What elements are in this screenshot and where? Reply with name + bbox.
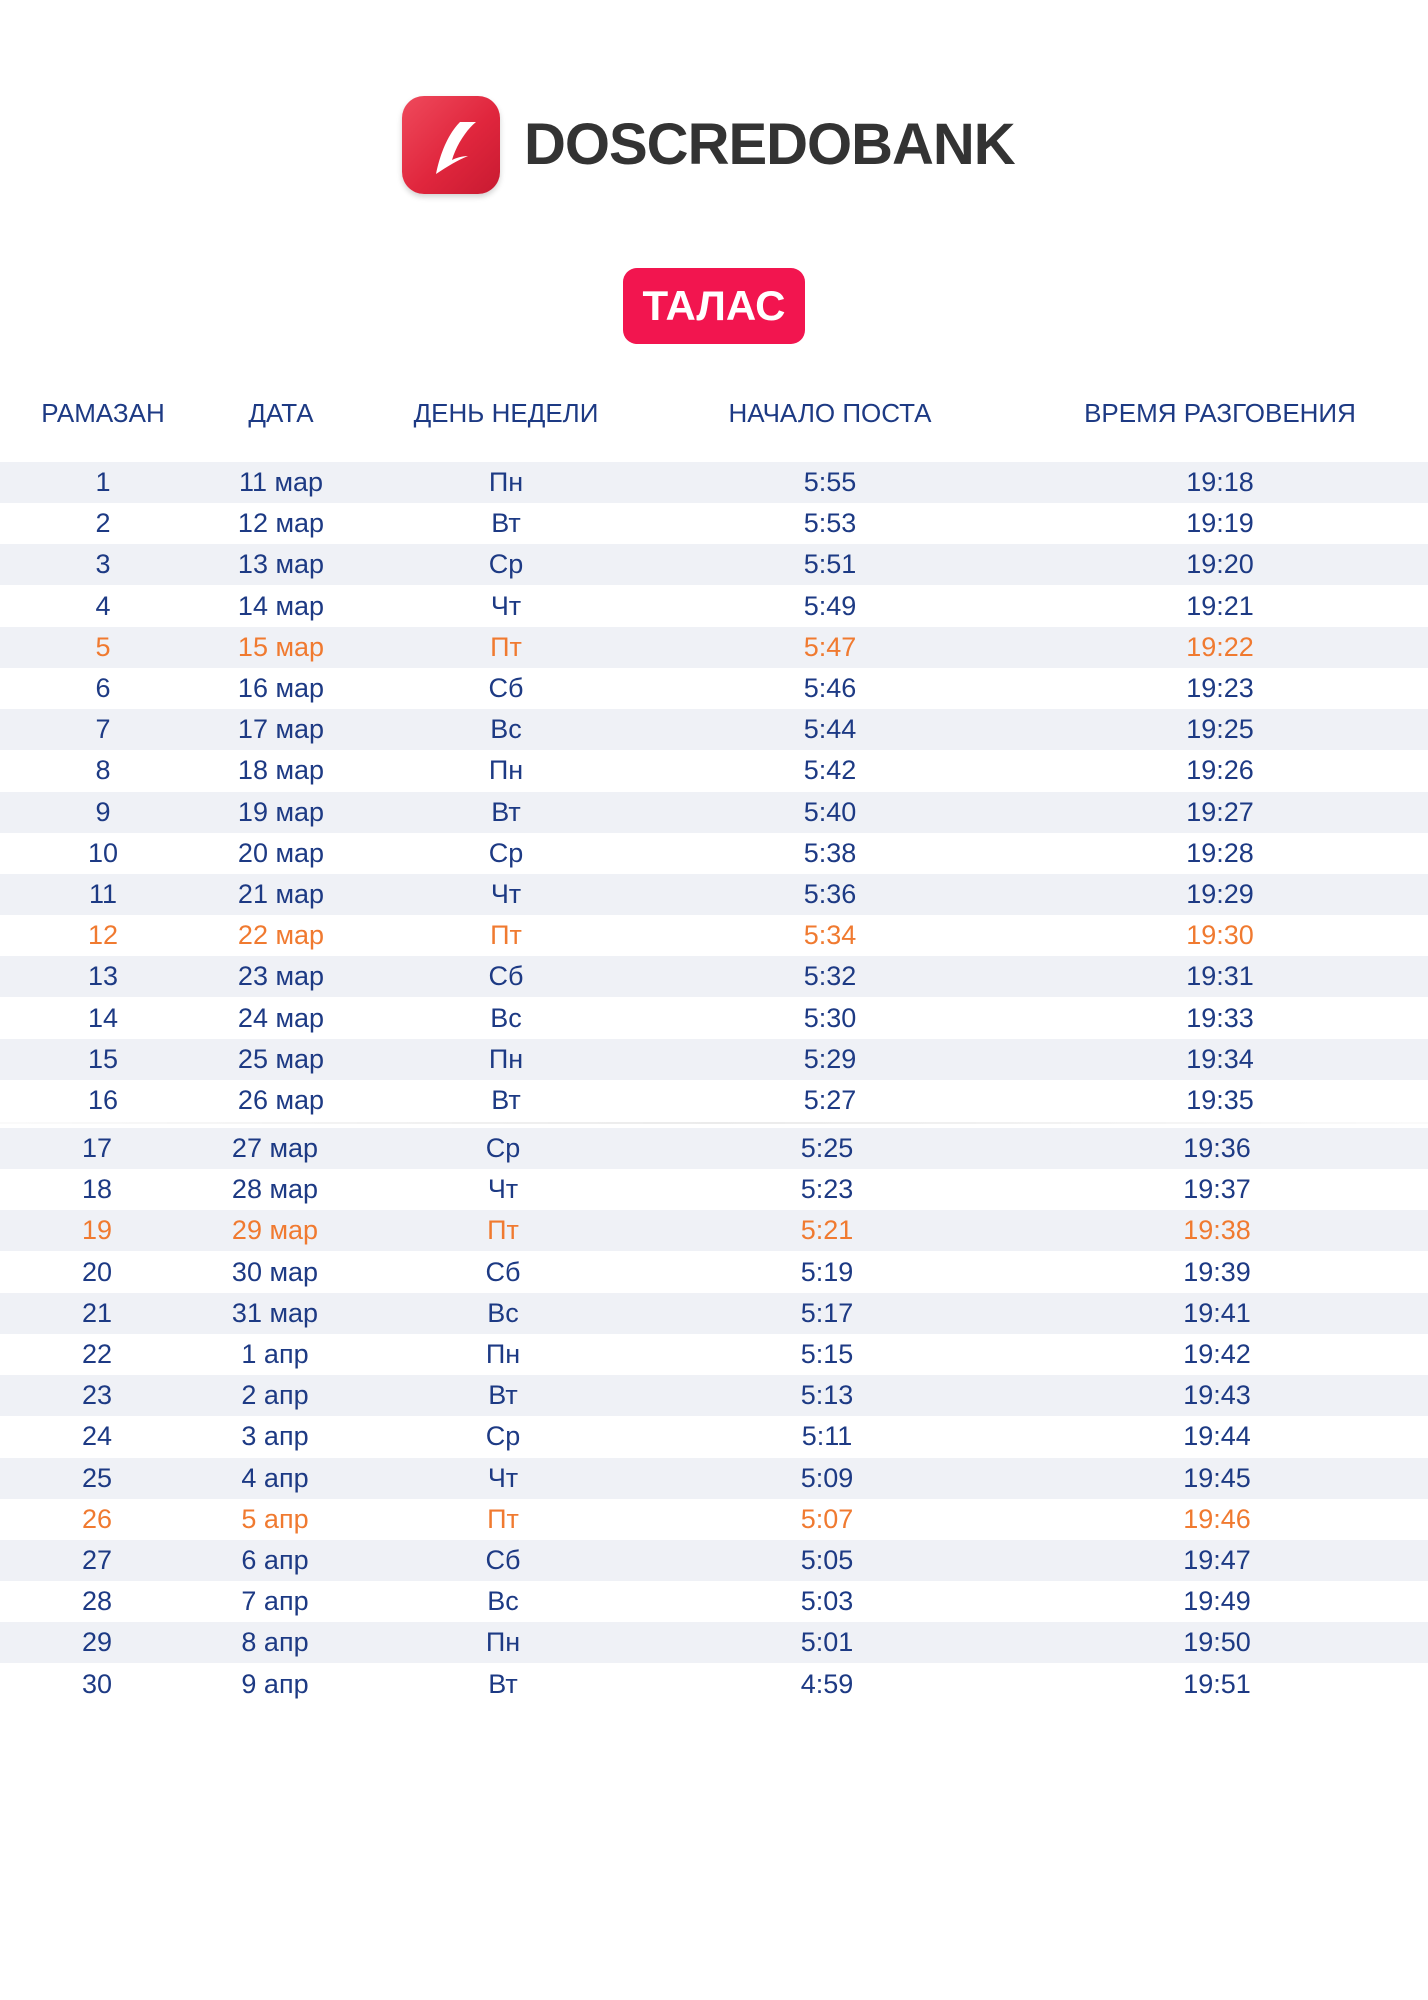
table-row [0,915,1428,956]
cell-iftar-time: 19:34 [1186,1043,1254,1074]
cell-iftar-time: 19:26 [1186,755,1254,786]
cell-weekday: Пт [487,1215,519,1246]
cell-iftar-time: 19:33 [1186,1002,1254,1033]
cell-iftar-time: 19:44 [1183,1421,1251,1452]
cell-ramadan-day: 5 [95,631,111,662]
cell-ramadan-day: 1 [95,467,111,497]
cell-weekday: Вс [487,1297,519,1328]
cell-ramadan-day: 27 [81,1545,113,1575]
cell-suhoor-time: 5:29 [803,1043,857,1074]
table-row [0,1080,1428,1121]
cell-suhoor-time: 5:05 [800,1545,854,1575]
cell-weekday: Чт [490,590,522,621]
cell-ramadan-day: 7 [95,714,111,745]
cell-date: 24 мар [237,1002,325,1033]
cell-suhoor-time: 5:21 [800,1215,854,1246]
table-row [0,1293,1428,1334]
cell-iftar-time: 19:20 [1186,549,1254,580]
cell-suhoor-time: 5:19 [800,1256,854,1287]
cell-iftar-time: 19:27 [1186,796,1254,827]
column-header-suhoor: НАЧАЛО ПОСТА [728,398,932,428]
table-row [0,874,1428,915]
cell-suhoor-time: 5:23 [800,1174,854,1205]
cell-weekday: Вс [490,1002,522,1033]
cell-iftar-time: 19:41 [1183,1297,1251,1328]
cell-iftar-time: 19:39 [1183,1256,1251,1287]
cell-date: 16 мар [237,673,325,703]
table-row [0,792,1428,833]
cell-iftar-time: 19:18 [1186,467,1254,497]
cell-ramadan-day: 20 [81,1256,113,1287]
cell-suhoor-time: 5:27 [803,1085,857,1115]
cell-iftar-time: 19:21 [1186,590,1254,621]
cell-weekday: Ср [488,549,524,580]
cell-date: 30 мар [231,1256,319,1287]
region-badge: ТАЛАС [623,268,805,344]
cell-suhoor-time: 5:42 [803,755,857,786]
cell-weekday: Сб [488,673,524,703]
cell-ramadan-day: 13 [87,961,119,992]
cell-suhoor-time: 5:38 [803,837,857,868]
cell-ramadan-day: 21 [81,1297,113,1328]
table-row [0,1581,1428,1622]
cell-suhoor-time: 5:13 [800,1380,854,1411]
cell-date: 21 мар [237,879,325,909]
cell-date: 27 мар [231,1133,319,1163]
cell-weekday: Пт [490,920,522,951]
cell-ramadan-day: 24 [81,1421,113,1452]
cell-ramadan-day: 4 [95,590,111,621]
cell-weekday: Вт [488,1668,518,1699]
cell-suhoor-time: 5:36 [803,879,857,909]
cell-suhoor-time: 5:40 [803,796,857,827]
cell-weekday: Пн [485,1627,521,1658]
cell-suhoor-time: 5:01 [800,1627,854,1658]
cell-suhoor-time: 5:11 [801,1421,853,1452]
cell-suhoor-time: 5:09 [800,1462,854,1493]
cell-suhoor-time: 5:30 [803,1002,857,1033]
table-row [0,1169,1428,1210]
cell-iftar-time: 19:43 [1183,1380,1251,1411]
cell-date: 28 мар [231,1174,319,1205]
cell-ramadan-day: 10 [87,837,119,868]
cell-iftar-time: 19:50 [1183,1627,1251,1658]
cell-ramadan-day: 18 [81,1174,113,1205]
cell-ramadan-day: 16 [87,1085,119,1115]
cell-weekday: Вт [491,508,521,539]
table-row [0,709,1428,750]
table-row [0,1622,1428,1663]
cell-weekday: Пн [485,1339,521,1369]
cell-iftar-time: 19:19 [1186,508,1254,539]
table-row [0,1039,1428,1080]
cell-ramadan-day: 22 [81,1339,113,1369]
brand-logo [402,96,1015,194]
cell-weekday: Пн [488,755,524,786]
cell-date: 19 мар [237,796,325,827]
cell-date: 31 мар [231,1297,319,1328]
cell-iftar-time: 19:25 [1186,714,1254,745]
cell-date: 1 апр [241,1339,309,1369]
cell-weekday: Вс [487,1586,519,1617]
cell-suhoor-time: 5:47 [803,631,857,662]
table-row [0,1664,1428,1705]
cell-ramadan-day: 12 [87,920,119,951]
cell-suhoor-time: 5:03 [800,1586,854,1617]
cell-iftar-time: 19:47 [1183,1545,1251,1575]
table-row [0,998,1428,1039]
cell-suhoor-time: 5:49 [803,590,857,621]
cell-date: 12 мар [237,508,325,539]
cell-iftar-time: 19:30 [1186,920,1254,951]
cell-weekday: Вт [491,796,521,827]
cell-date: 25 мар [237,1043,325,1074]
cell-weekday: Пт [487,1503,519,1534]
table-row [0,544,1428,585]
cell-date: 7 апр [241,1586,309,1617]
cell-ramadan-day: 26 [81,1503,113,1534]
cell-date: 13 мар [237,549,325,580]
cell-date: 29 мар [231,1215,319,1246]
cell-date: 23 мар [237,961,325,992]
cell-date: 22 мар [237,920,325,951]
cell-iftar-time: 19:22 [1186,631,1254,662]
cell-weekday: Ср [488,837,524,868]
cell-iftar-time: 19:37 [1183,1174,1251,1205]
cell-weekday: Чт [490,879,522,909]
cell-suhoor-time: 5:07 [800,1503,854,1534]
table-header [0,390,1428,436]
cell-iftar-time: 19:46 [1183,1503,1251,1534]
table-row [0,1210,1428,1251]
cell-iftar-time: 19:35 [1186,1085,1254,1115]
table-row [0,1458,1428,1499]
table-row [0,503,1428,544]
cell-weekday: Пт [490,631,522,662]
cell-suhoor-time: 5:34 [803,920,857,951]
cell-weekday: Вс [490,714,522,745]
table-row [0,956,1428,997]
table-row [0,586,1428,627]
cell-date: 17 мар [237,714,325,745]
cell-ramadan-day: 2 [95,508,111,539]
table-row [0,750,1428,791]
column-header-date: ДАТА [248,398,314,428]
cell-weekday: Сб [485,1545,521,1575]
table-row [0,1540,1428,1581]
cell-date: 2 апр [241,1380,309,1411]
cell-iftar-time: 19:23 [1186,673,1254,703]
cell-ramadan-day: 3 [95,549,111,580]
cell-date: 9 апр [241,1668,309,1699]
cell-suhoor-time: 5:15 [800,1339,854,1369]
cell-date: 4 апр [241,1462,309,1493]
cell-weekday: Ср [485,1421,521,1452]
cell-date: 20 мар [237,837,325,868]
cell-weekday: Вт [488,1380,518,1411]
cell-iftar-time: 19:45 [1183,1462,1251,1493]
table-row [0,1499,1428,1540]
cell-date: 14 мар [237,590,325,621]
cell-suhoor-time: 5:32 [803,961,857,992]
table-row [0,1128,1428,1169]
cell-ramadan-day: 29 [81,1627,113,1658]
cell-iftar-time: 19:31 [1186,961,1254,992]
brand-name: DOSCREDOBANK [524,112,1015,177]
cell-ramadan-day: 19 [81,1215,113,1246]
table-row [0,462,1428,503]
cell-suhoor-time: 5:17 [800,1297,854,1328]
section-divider [0,1122,1428,1124]
table-row [0,1334,1428,1375]
column-header-weekday: ДЕНЬ НЕДЕЛИ [413,398,599,428]
cell-date: 26 мар [237,1085,325,1115]
cell-ramadan-day: 14 [87,1002,119,1033]
cell-date: 15 мар [237,631,325,662]
cell-date: 8 апр [241,1627,309,1658]
cell-date: 11 мар [238,467,324,497]
table-row [0,1416,1428,1457]
cell-ramadan-day: 15 [87,1043,119,1074]
cell-ramadan-day: 30 [81,1668,113,1699]
cell-iftar-time: 19:51 [1183,1668,1251,1699]
cell-ramadan-day: 11 [88,879,118,909]
cell-weekday: Чт [487,1462,519,1493]
table-row [0,1375,1428,1416]
column-header-iftar: ВРЕМЯ РАЗГОВЕНИЯ [1084,398,1356,428]
cell-suhoor-time: 4:59 [800,1668,854,1699]
column-header-ramadan: РАМАЗАН [41,398,165,428]
doscredobank-logo-icon [402,96,500,194]
cell-suhoor-time: 5:53 [803,508,857,539]
cell-iftar-time: 19:38 [1183,1215,1251,1246]
cell-suhoor-time: 5:51 [803,549,857,580]
table-row [0,668,1428,709]
cell-iftar-time: 19:36 [1183,1133,1251,1163]
cell-date: 6 апр [241,1545,309,1575]
cell-weekday: Чт [487,1174,519,1205]
cell-iftar-time: 19:49 [1183,1586,1251,1617]
cell-ramadan-day: 6 [95,673,111,703]
cell-ramadan-day: 28 [81,1586,113,1617]
cell-iftar-time: 19:42 [1183,1339,1251,1369]
cell-suhoor-time: 5:25 [800,1133,854,1163]
cell-iftar-time: 19:29 [1186,879,1254,909]
table-row [0,833,1428,874]
cell-ramadan-day: 23 [81,1380,113,1411]
cell-suhoor-time: 5:55 [803,467,857,497]
cell-date: 5 апр [241,1503,309,1534]
cell-weekday: Сб [488,961,524,992]
cell-weekday: Сб [485,1256,521,1287]
cell-date: 3 апр [241,1421,309,1452]
cell-weekday: Пн [488,1043,524,1074]
cell-ramadan-day: 8 [95,755,111,786]
cell-ramadan-day: 25 [81,1462,113,1493]
table-row [0,627,1428,668]
cell-weekday: Ср [485,1133,521,1163]
cell-ramadan-day: 9 [95,796,111,827]
cell-weekday: Вт [491,1085,521,1115]
cell-ramadan-day: 17 [81,1133,113,1163]
cell-iftar-time: 19:28 [1186,837,1254,868]
table-row [0,1252,1428,1293]
cell-suhoor-time: 5:44 [803,714,857,745]
cell-suhoor-time: 5:46 [803,673,857,703]
cell-weekday: Пн [488,467,524,497]
cell-date: 18 мар [237,755,325,786]
